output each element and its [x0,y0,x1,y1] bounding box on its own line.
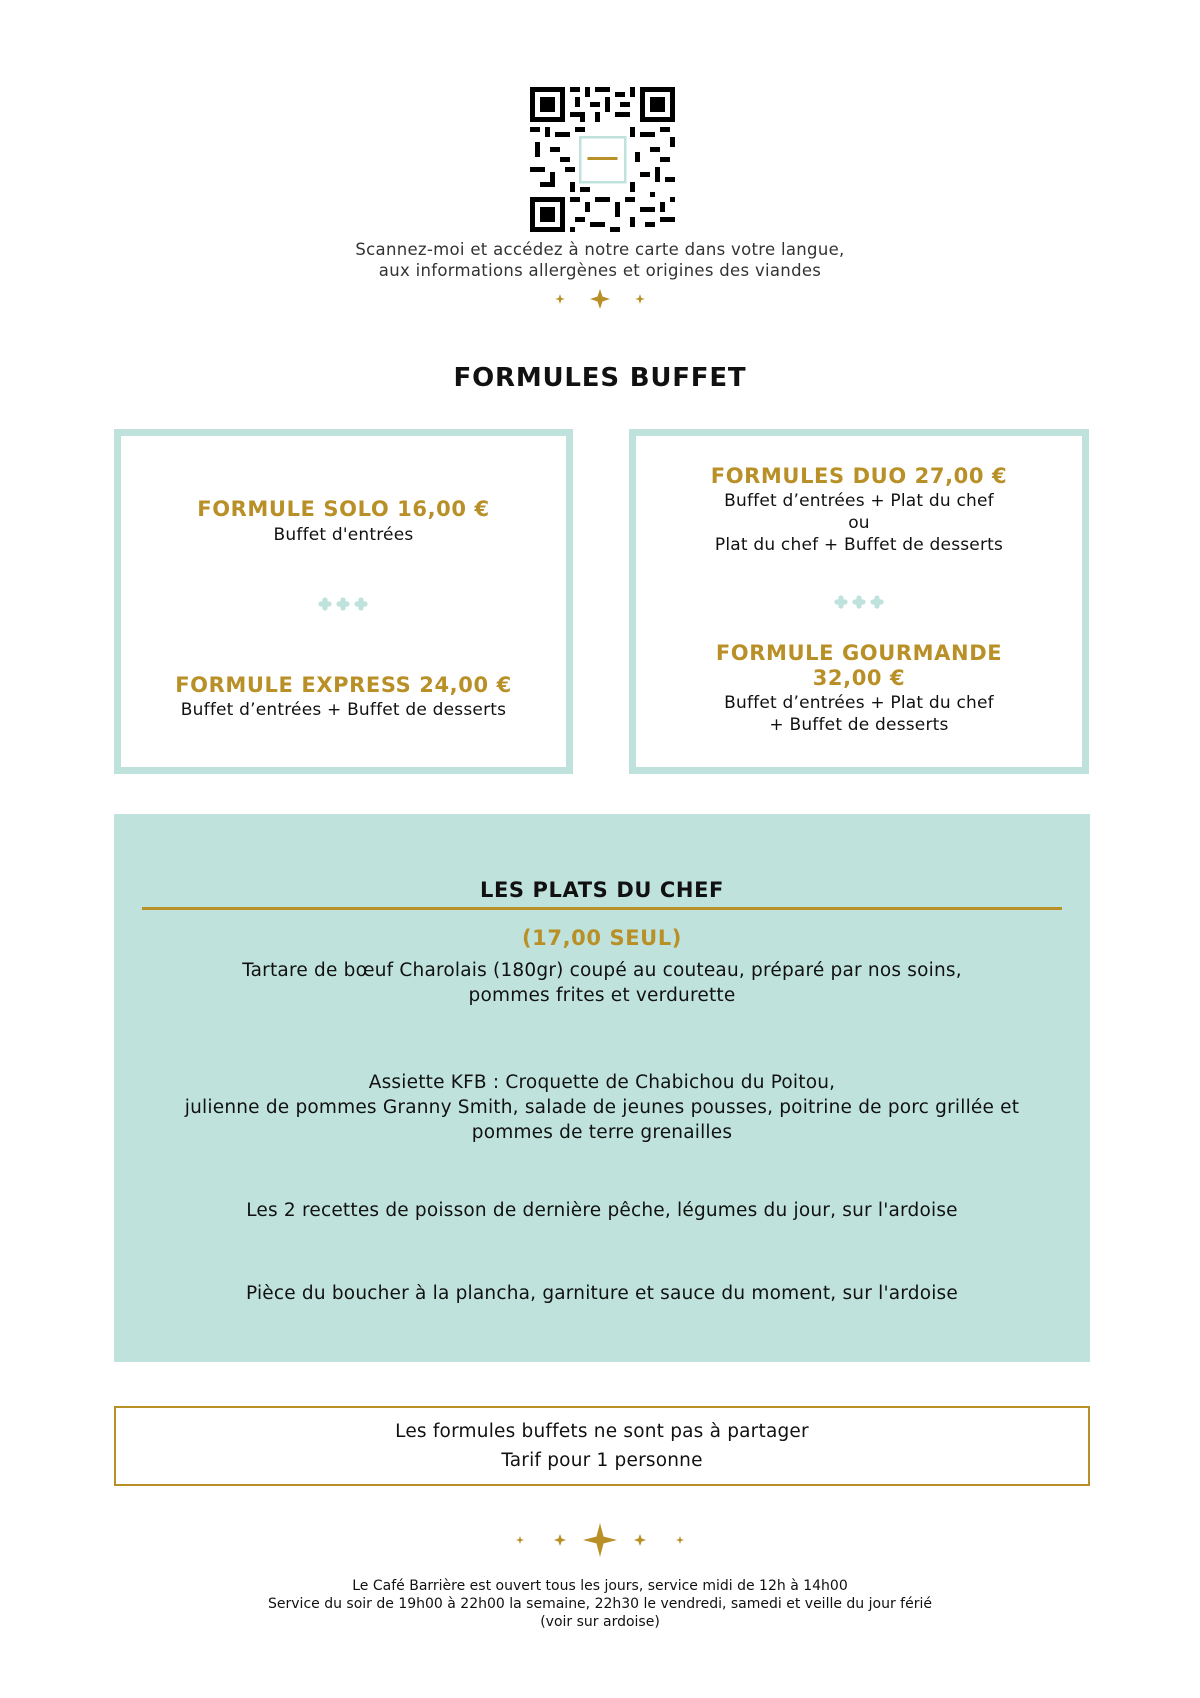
formule-box-left [114,429,573,774]
clover-separator-icon [313,595,373,613]
notice-line2: Tarif pour 1 personne [501,1450,703,1471]
formule-solo-desc: Buffet d'entrées [273,525,414,545]
qr-caption-line1: Scannez-moi et accédez à notre carte dans votre langue, [355,240,845,259]
dish-kfb-line3: pommes de terre grenailles [471,1122,733,1143]
chef-price: (17,00 SEUL) [521,926,683,950]
formule-duo-title: FORMULES DUO 27,00 € [710,464,1008,488]
footer [150,1577,1050,1631]
clover-separator-icon [829,593,889,611]
qr-caption-line2: aux informations allergènes et origines des viandes [378,261,822,280]
formule-duo-line2: ou [848,513,870,533]
footer-line2: Service du soir de 19h00 à 22h00 la semaine, 22h30 le vendredi, samedi et veille du jour férié [268,1596,932,1612]
qr-code-icon[interactable] [530,87,675,232]
footer-line1: Le Café Barrière est ouvert tous les jours, service midi de 12h à 14h00 [352,1578,848,1594]
page-title: FORMULES BUFFET [453,363,747,393]
dish-tartare-line2: pommes frites et verdurette [468,985,736,1006]
sparkle-stars-icon [540,285,660,313]
chef-title: LES PLATS DU CHEF [480,878,724,902]
dish-piece-boucher: Pièce du boucher à la plancha, garniture et sauce du moment, sur l'ardoise [246,1283,958,1304]
formule-express-title: FORMULE EXPRESS 24,00 € [175,673,512,697]
footer-line3: (voir sur ardoise) [540,1614,660,1630]
dish-tartare [114,958,1090,1008]
sparkle-stars-icon [510,1521,690,1559]
qr-caption [250,239,950,281]
chef-dishes-panel [114,814,1090,1362]
formule-gourmande-title: FORMULE GOURMANDE [715,641,1003,665]
dish-poisson: Les 2 recettes de poisson de dernière pêche, légumes du jour, sur l'ardoise [246,1200,958,1221]
formule-box-right [629,429,1089,774]
gold-divider [142,907,1062,910]
formule-gourmande-line1: Buffet d’entrées + Plat du chef [724,693,994,713]
dish-assiette-kfb [114,1070,1090,1145]
notice-box [114,1406,1090,1486]
formule-express-desc: Buffet d’entrées + Buffet de desserts [180,700,507,720]
formule-gourmande-line2: + Buffet de desserts [769,715,949,735]
notice-line1: Les formules buffets ne sont pas à partager [395,1421,809,1442]
formule-gourmande-price: 32,00 € [812,666,906,690]
dish-tartare-line1: Tartare de bœuf Charolais (180gr) coupé au couteau, préparé par nos soins, [242,960,962,981]
formule-duo-line3: Plat du chef + Buffet de desserts [714,535,1004,555]
dish-kfb-line1: Assiette KFB : Croquette de Chabichou du Poitou, [368,1072,836,1093]
formule-solo-title: FORMULE SOLO 16,00 € [197,497,490,521]
formule-duo-line1: Buffet d’entrées + Plat du chef [724,491,994,511]
dish-kfb-line2: julienne de pommes Granny Smith, salade de jeunes pousses, poitrine de porc grillée et [184,1097,1020,1118]
